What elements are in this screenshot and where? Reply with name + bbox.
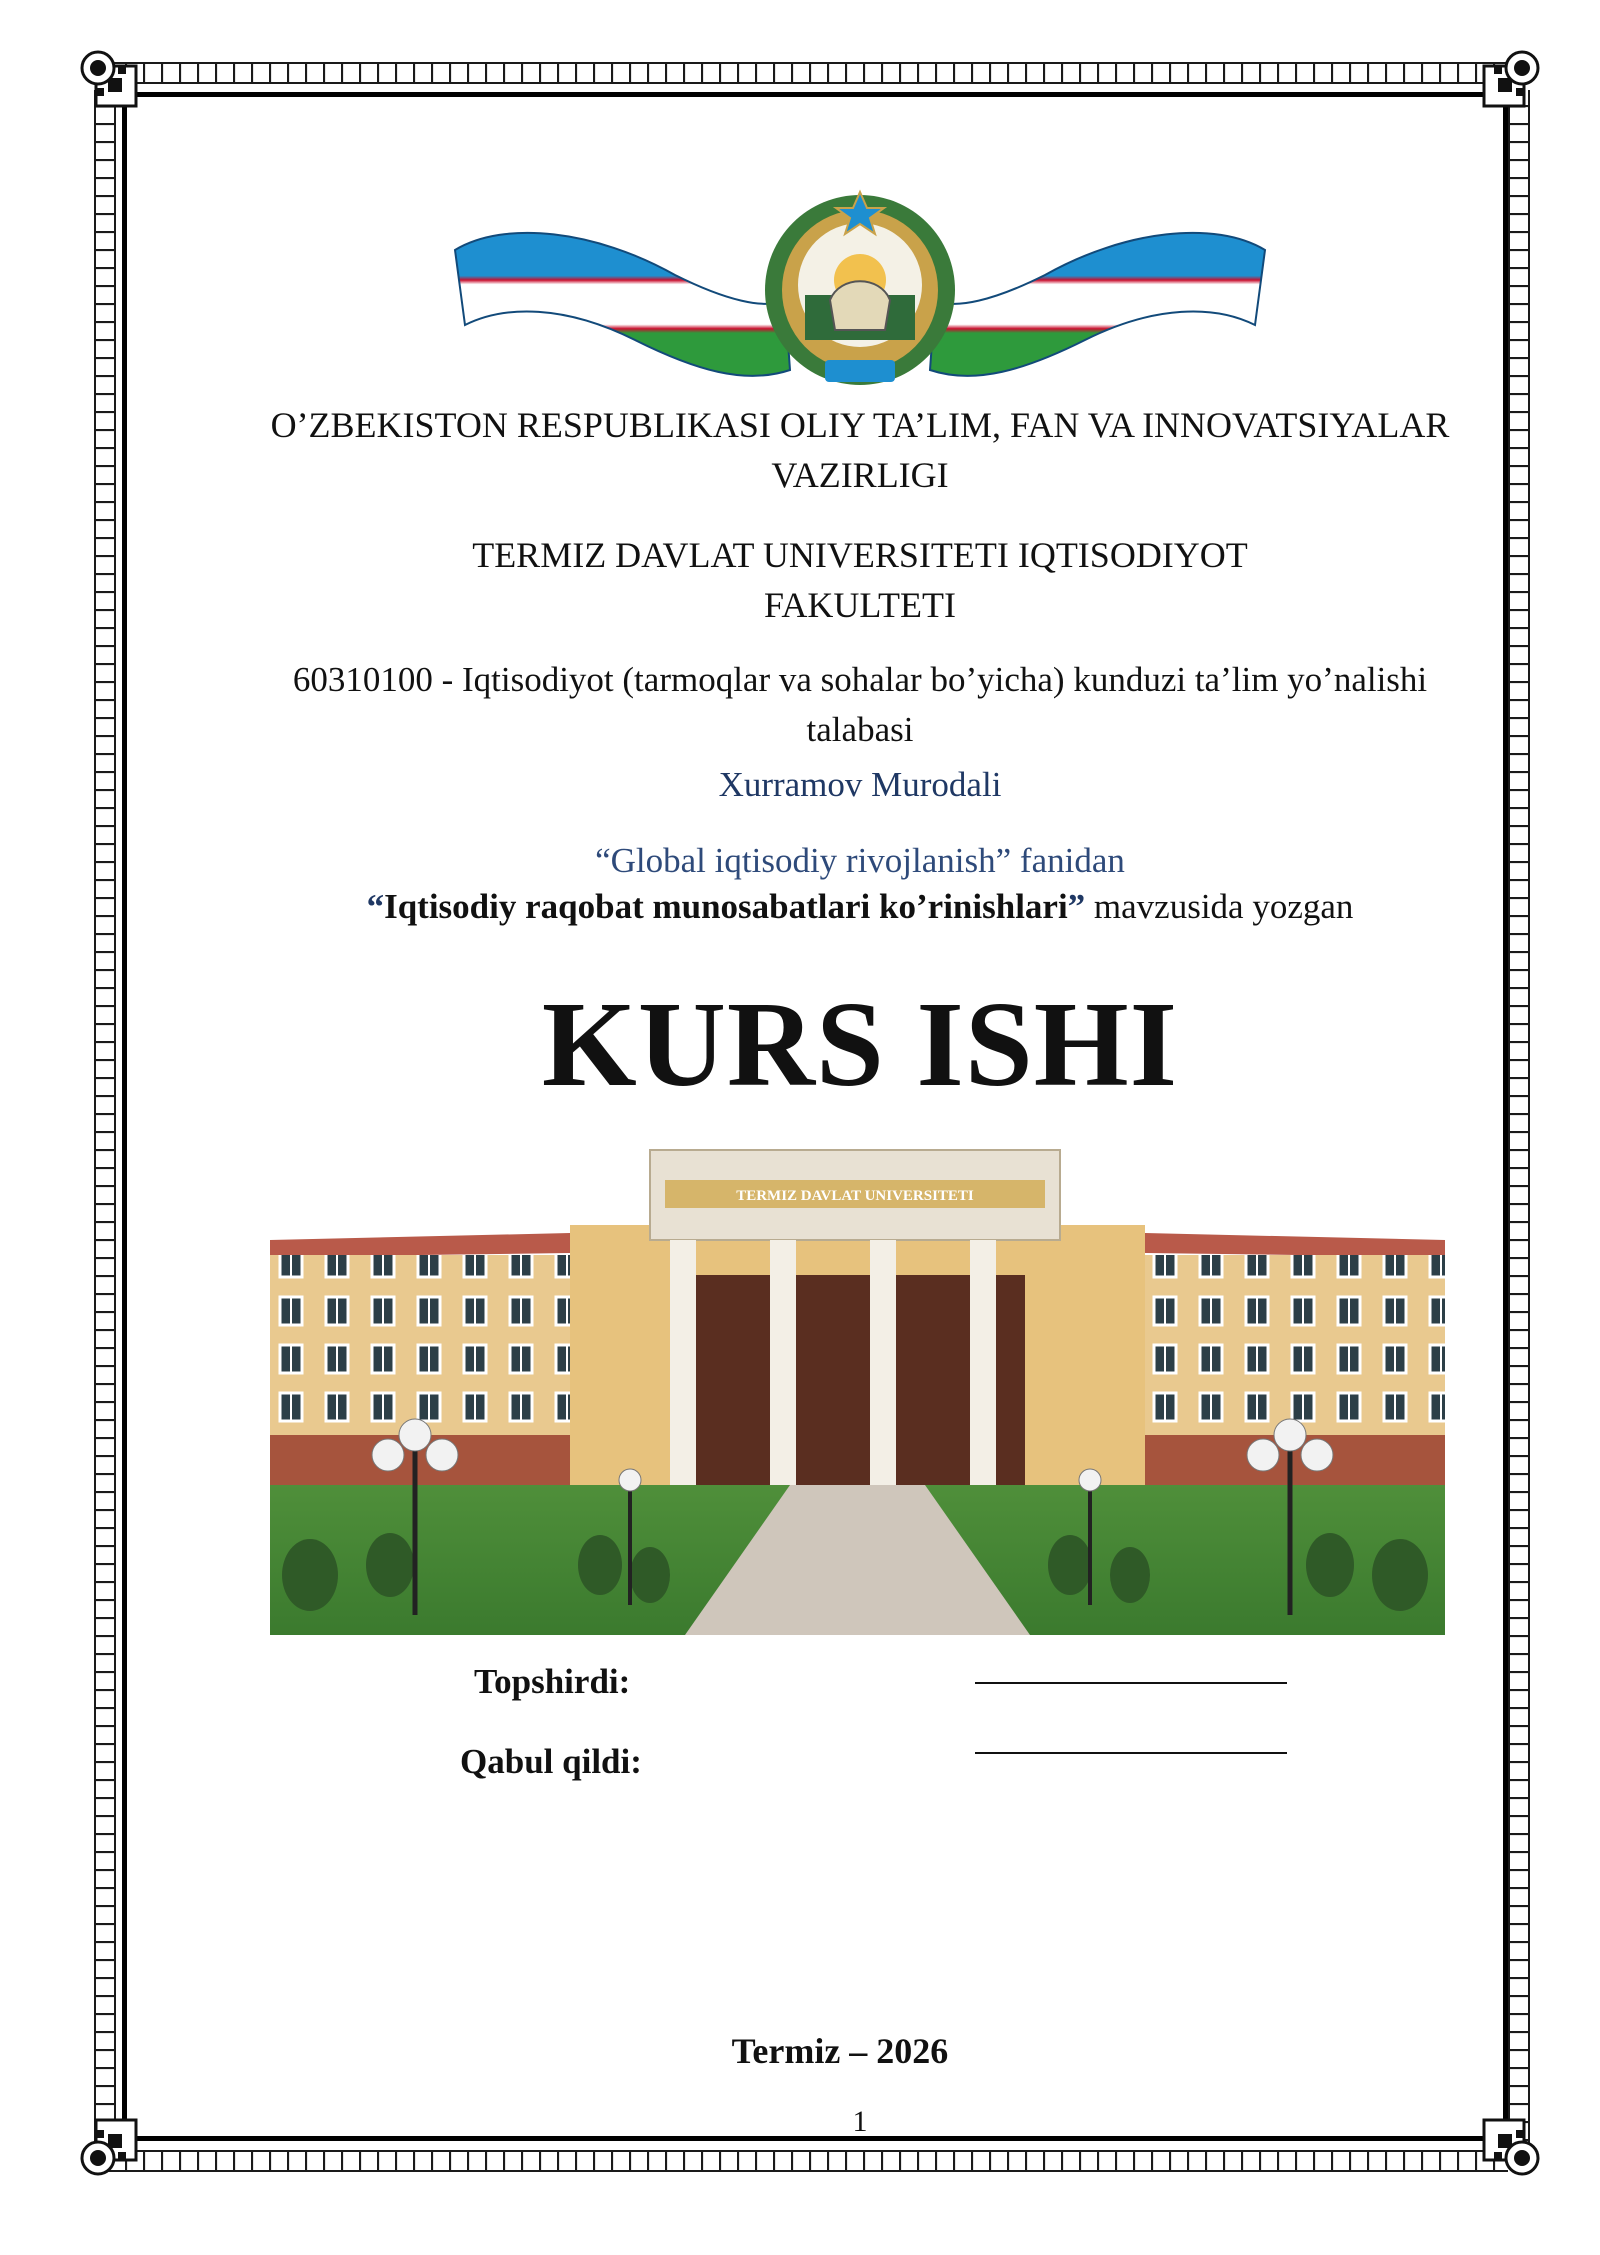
border-rule-top xyxy=(125,92,1505,97)
subject-line: “Global iqtisodiy rivojlanish” fanidan xyxy=(595,841,1125,880)
corner-ornament-bottom-right xyxy=(1482,2118,1542,2178)
document-title: KURS ISHI xyxy=(541,977,1179,1112)
submitted-by-label: Topshirdi: xyxy=(474,1662,631,1701)
flag-ribbon-right xyxy=(930,233,1265,376)
building-sign: TERMIZ DAVLAT UNIVERSITETI xyxy=(736,1188,974,1204)
study-direction: 60310100 - Iqtisodiyot (tarmoqlar va sohalar bo’yicha) kunduzi ta’lim yo’nalishi talabasi xyxy=(292,660,1428,749)
border-rule-bottom xyxy=(125,2136,1505,2141)
border-chain-left xyxy=(94,90,116,2155)
flag-ribbon-left xyxy=(455,233,790,376)
state-emblem-ribbon xyxy=(445,180,1275,390)
ministry-heading: O’ZBEKISTON RESPUBLIKASI OLIY TA’LIM, FAN VA INNOVATSIYALAR VAZIRLIGI xyxy=(270,405,1450,495)
page-number: 1 xyxy=(852,2105,868,2138)
university-faculty-heading: TERMIZ DAVLAT UNIVERSITETI IQTISODIYOT FAKULTETI xyxy=(472,535,1248,625)
topic-open-quote: “ xyxy=(366,887,385,926)
border-rule-left xyxy=(122,92,127,2141)
accepted-signature-line xyxy=(975,1752,1287,1754)
submitted-signature-line xyxy=(975,1682,1287,1684)
place-year: Termiz – 2026 xyxy=(731,2031,949,2071)
coat-of-arms xyxy=(765,192,955,385)
corner-ornament-top-left xyxy=(78,48,138,108)
student-name: Xurramov Murodali xyxy=(718,765,1002,804)
university-building-photo xyxy=(270,1145,1445,1635)
border-chain-top xyxy=(92,62,1508,84)
border-chain-bottom xyxy=(92,2150,1508,2172)
topic-line xyxy=(200,884,1520,930)
topic-close-quote: ” xyxy=(1067,887,1086,926)
corner-ornament-bottom-left xyxy=(78,2118,138,2178)
topic-suffix: mavzusida yozgan xyxy=(1085,887,1354,926)
accepted-by-label: Qabul qildi: xyxy=(460,1742,642,1781)
topic-title: Iqtisodiy raqobat munosabatlari ko’rinishlari xyxy=(384,887,1068,926)
corner-ornament-top-right xyxy=(1482,48,1542,108)
